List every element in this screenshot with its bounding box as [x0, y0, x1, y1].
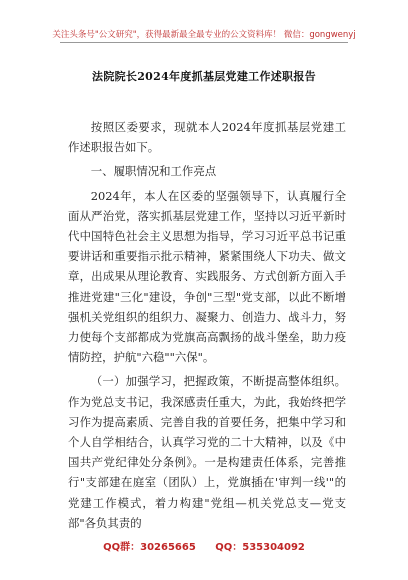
footer-qq-group: QQ群：30265665 [103, 542, 196, 553]
footer-contact [0, 538, 408, 553]
document-body [68, 117, 346, 533]
header-divider [60, 42, 348, 43]
section-heading: 一、履职情况和工作亮点 [90, 164, 217, 179]
intro-paragraph: 按照区委要求，现就本人2024年度抓基层党建工作述职报告如下。 [68, 120, 346, 155]
footer-qq: QQ：535304092 [215, 542, 305, 553]
document-title: 法院院长2024年度抓基层党建工作述职报告 [92, 70, 316, 83]
body-paragraph-1: 2024年，本人在区委的坚强领导下，认真履行全面从严治党，落实抓基层党建工作，坚持以习近平新时代中国特色社会主义思想为指导，学习习近平总书记重要讲话和重要指示批示精神，紧紧围绕人下功夫、做文章，出成果从理论教育、实践服务、方式创新方面入手推进党建"三化"建设，争创"三型"党支部，以此不断增强机关党组织的组织力、凝聚力、创造力、战斗力，努力使每个支部都成为党旗高高飘扬的战斗堡垒，助力疫情防控，护航"六稳""六保"。 [68, 188, 346, 365]
body-paragraph-2: （一）加强学习，把握政策，不断提高整体组织。作为党总支书记，我深感责任重大，为此，我始终把学习作为提高素质、完善自我的首要任务，把集中学习和个人自学相结合，认真学习党的二十大精神，以及《中国共产党纪律处分条例》。一是构建责任体系，完善推行"支部建在庭室（团队）上，党旗插在'审判一线'"的党建工作模式，着力构建"党组—机关党总支—党支部"各负其责的 [68, 374, 346, 530]
header-banner: 关注头条号"公文研究"，获得最新最全最专业的公文资料库！ 微信：gongwenyj [52, 30, 356, 40]
